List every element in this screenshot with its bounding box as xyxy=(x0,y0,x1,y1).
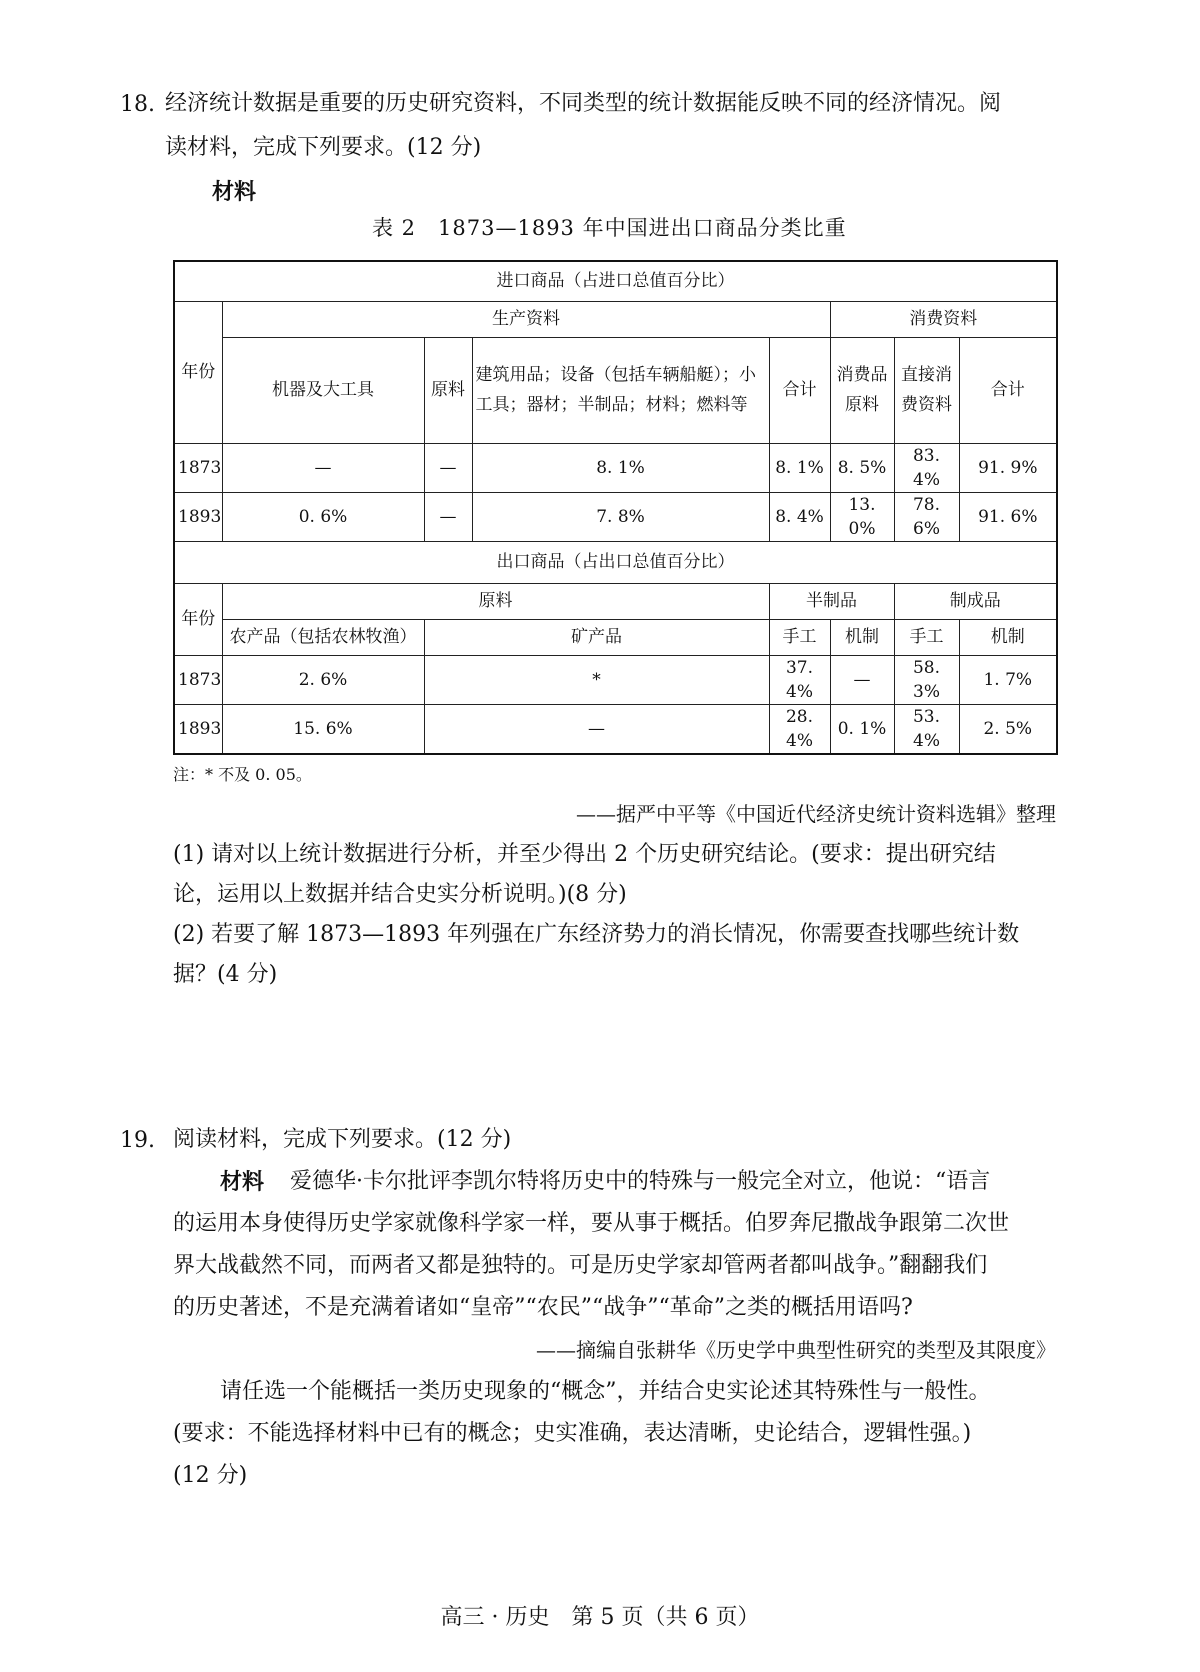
export-title: 出口商品（占出口总值百分比） xyxy=(174,541,1057,583)
cell-building: 7. 8% xyxy=(472,492,769,541)
material-label: 材料 xyxy=(212,179,257,205)
cell-semi-machine: 0. 1% xyxy=(830,704,894,754)
cell-direct: 83. 4% xyxy=(894,443,959,492)
import-year-header: 年份 xyxy=(174,301,222,443)
cell-year: 1893 xyxy=(174,704,222,754)
cell-semi-hand: 28. 4% xyxy=(769,704,830,754)
col-semi-hand: 手工 xyxy=(769,619,830,655)
cell-fin-hand: 53. 4% xyxy=(894,704,959,754)
cell-semi-hand: 37. 4% xyxy=(769,655,830,704)
cell-year: 1893 xyxy=(174,492,222,541)
question-18-stem-line2: 读材料，完成下列要求。(12 分) xyxy=(165,135,482,160)
cell-raw: — xyxy=(424,492,472,541)
col-mineral: 矿产品 xyxy=(424,619,769,655)
sub-question-1-line2: 论，运用以上数据并结合史实分析说明。)(8 分) xyxy=(173,882,627,907)
table-caption: 表 2 1873—1893 年中国进出口商品分类比重 xyxy=(372,216,847,240)
question-19-stem: 阅读材料，完成下列要求。(12 分) xyxy=(173,1127,512,1152)
q19-material-label: 材料 xyxy=(220,1169,265,1195)
cell-cons-total: 91. 9% xyxy=(959,443,1057,492)
trade-table xyxy=(173,260,1058,755)
sub-question-2-line2: 据？(4 分) xyxy=(173,962,278,987)
cell-cons-raw: 8. 5% xyxy=(830,443,894,492)
semi-header: 半制品 xyxy=(769,583,894,619)
q19-task-line3: (12 分) xyxy=(173,1463,248,1488)
col-cons-total: 合计 xyxy=(959,337,1057,443)
table-row xyxy=(174,443,1057,492)
question-18-number: 18. xyxy=(120,92,155,117)
table-source: ——据严中平等《中国近代经济史统计资料选辑》整理 xyxy=(576,802,1056,826)
export-year-header: 年份 xyxy=(174,583,222,655)
production-header: 生产资料 xyxy=(222,301,830,337)
cell-agri: 2. 6% xyxy=(222,655,424,704)
export-raw-header: 原料 xyxy=(222,583,769,619)
cell-semi-machine: — xyxy=(830,655,894,704)
q19-material-line2: 的运用本身使得历史学家就像科学家一样，要从事于概括。伯罗奔尼撒战争跟第二次世 xyxy=(173,1211,1010,1236)
cell-building: 8. 1% xyxy=(472,443,769,492)
col-total: 合计 xyxy=(769,337,830,443)
col-fin-hand: 手工 xyxy=(894,619,959,655)
sub-question-1-line1: (1) 请对以上统计数据进行分析，并至少得出 2 个历史研究结论。(要求：提出研究结 xyxy=(173,842,996,867)
page-footer: 高三 · 历史 第 5 页（共 6 页） xyxy=(440,1605,760,1630)
consumption-header: 消费资料 xyxy=(830,301,1057,337)
col-semi-machine: 机制 xyxy=(830,619,894,655)
cell-agri: 15. 6% xyxy=(222,704,424,754)
q19-material-line4: 的历史著述，不是充满着诸如“皇帝”“农民”“战争”“革命”之类的概括用语吗? xyxy=(173,1295,913,1320)
q19-task-line1: 请任选一个能概括一类历史现象的“概念”，并结合史实论述其特殊性与一般性。 xyxy=(220,1379,991,1404)
question-18-stem-line1: 经济统计数据是重要的历史研究资料，不同类型的统计数据能反映不同的经济情况。阅 xyxy=(165,91,1002,116)
cell-fin-hand: 58. 3% xyxy=(894,655,959,704)
q19-material-line3: 界大战截然不同，而两者又都是独特的。可是历史学家却管两者都叫战争。”翻翻我们 xyxy=(173,1253,988,1278)
import-title: 进口商品（占进口总值百分比） xyxy=(174,261,1057,301)
table-row xyxy=(174,704,1057,754)
cell-fin-machine: 2. 5% xyxy=(959,704,1057,754)
col-cons-raw: 消费品原料 xyxy=(830,337,894,443)
cell-machinery: 0. 6% xyxy=(222,492,424,541)
col-machinery: 机器及大工具 xyxy=(222,337,424,443)
q19-material-line1: 爱德华·卡尔批评李凯尔特将历史中的特殊与一般完全对立，他说：“语言 xyxy=(290,1169,991,1194)
col-raw: 原料 xyxy=(424,337,472,443)
table-row xyxy=(174,492,1057,541)
col-direct: 直接消费资料 xyxy=(894,337,959,443)
col-building: 建筑用品；设备（包括车辆船艇）；小工具；器材；半制品；材料；燃料等 xyxy=(472,337,769,443)
cell-year: 1873 xyxy=(174,443,222,492)
cell-direct: 78. 6% xyxy=(894,492,959,541)
cell-machinery: — xyxy=(222,443,424,492)
cell-year: 1873 xyxy=(174,655,222,704)
cell-mineral: — xyxy=(424,704,769,754)
q19-task-line2: (要求：不能选择材料中已有的概念；史实准确，表达清晰，史论结合，逻辑性强。) xyxy=(173,1421,972,1446)
col-fin-machine: 机制 xyxy=(959,619,1057,655)
question-19-number: 19. xyxy=(120,1128,155,1153)
cell-fin-machine: 1. 7% xyxy=(959,655,1057,704)
col-agri: 农产品（包括农林牧渔） xyxy=(222,619,424,655)
table-note: 注：* 不及 0. 05。 xyxy=(173,765,312,784)
table-row xyxy=(174,655,1057,704)
cell-total: 8. 4% xyxy=(769,492,830,541)
cell-raw: — xyxy=(424,443,472,492)
cell-total: 8. 1% xyxy=(769,443,830,492)
q19-source: ——摘编自张耕华《历史学中典型性研究的类型及其限度》 xyxy=(536,1338,1056,1362)
finished-header: 制成品 xyxy=(894,583,1057,619)
cell-cons-total: 91. 6% xyxy=(959,492,1057,541)
sub-question-2-line1: (2) 若要了解 1873—1893 年列强在广东经济势力的消长情况，你需要查找哪些统计数 xyxy=(173,922,1020,947)
cell-cons-raw: 13. 0% xyxy=(830,492,894,541)
cell-mineral: * xyxy=(424,655,769,704)
